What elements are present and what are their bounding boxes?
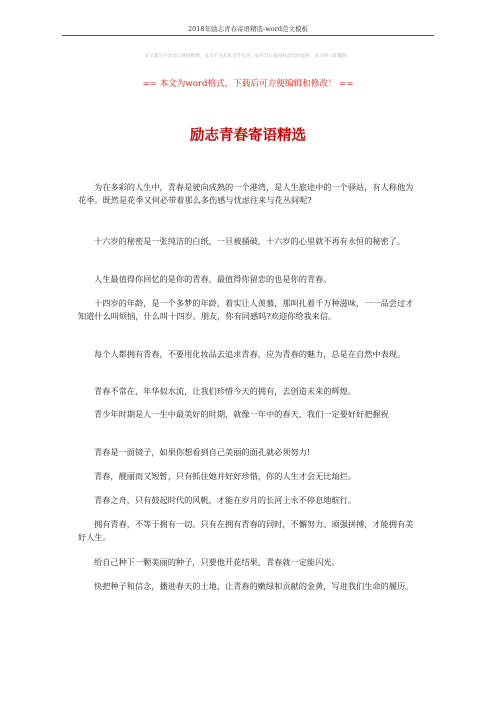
paragraph: 青春不常在，年华似水流，让我们珍惜今天的拥有，去创造未来的辉煌。 (94, 386, 357, 396)
paragraph: 青春，靓丽而又短暂，只有抓住她并好好珍惜，你的人生才会无比灿烂。 (94, 471, 357, 481)
paragraph: 快把种子和信念，播进春天的土地，让青春的嫩绿和贡献的金黄，写进我们生命的履历。 (94, 581, 414, 591)
header-divider (62, 35, 434, 36)
document-title: 励志青春寄语精选 (190, 127, 306, 144)
paragraph: 十四岁的年龄，是一个多梦的年龄，着实让人羡慕，那叫扎着千万种滋味，一一品尝过才知道什么叫烦恼，什么叫十四岁。朋友，你有同感吗?欢迎你给我来信。 (78, 298, 414, 321)
paragraph: 人生最值得你回忆的是你的青春，最值得你留恋的也是你的青春。 (94, 274, 332, 284)
paragraph: 给自己种下一颗美丽的种子，只要他开花结果，青春就一定能闪光。 (94, 557, 340, 567)
word-format-notice: == 本文为word格式，下载后可方便编辑和修改！ == (142, 79, 354, 89)
paragraph: 拥有青春，不等于拥有一切。只有在拥有青春的同时，不懈努力、顽强拼搏，才能拥有美好人生。 (78, 519, 414, 542)
page-header: 2018年励志青春寄语精选-word范文模板 (188, 25, 308, 33)
paragraph: 十六岁的秘密是一张纯洁的白纸，一旦被捅破，十六岁的心里就不再有永恒的秘密了。 (94, 236, 406, 246)
paragraph: 青少年时期是人一生中最美好的时期，就像一年中的春天，我们一定要好好把握祝 (94, 409, 389, 419)
paragraph: 每个人都拥有青春，不要用化妆品去追求青春，应为青春的魅力，总是在自然中表现。 (94, 349, 406, 359)
paragraph: 青春是一面镜子，如果你想看到自己美丽的面孔就必须努力! (94, 447, 311, 457)
paragraph: 为在多彩的人生中，青春是驶向成熟的一个港湾，是人生旅途中的一个驿站，有人称他为花季。既然是花季又何必带着那么多伤感与忧虑往来与花丛间呢? (78, 182, 414, 205)
paragraph: 青春之舟，只有鼓起时代的风帆，才能在岁月的长河上永不停息地航行。 (94, 495, 357, 505)
disclaimer-text: 本文部分内容来自网络整理，本司不为其真实性负责，如有异议或侵权请及时联系，本司将立即删除！ (144, 54, 352, 59)
